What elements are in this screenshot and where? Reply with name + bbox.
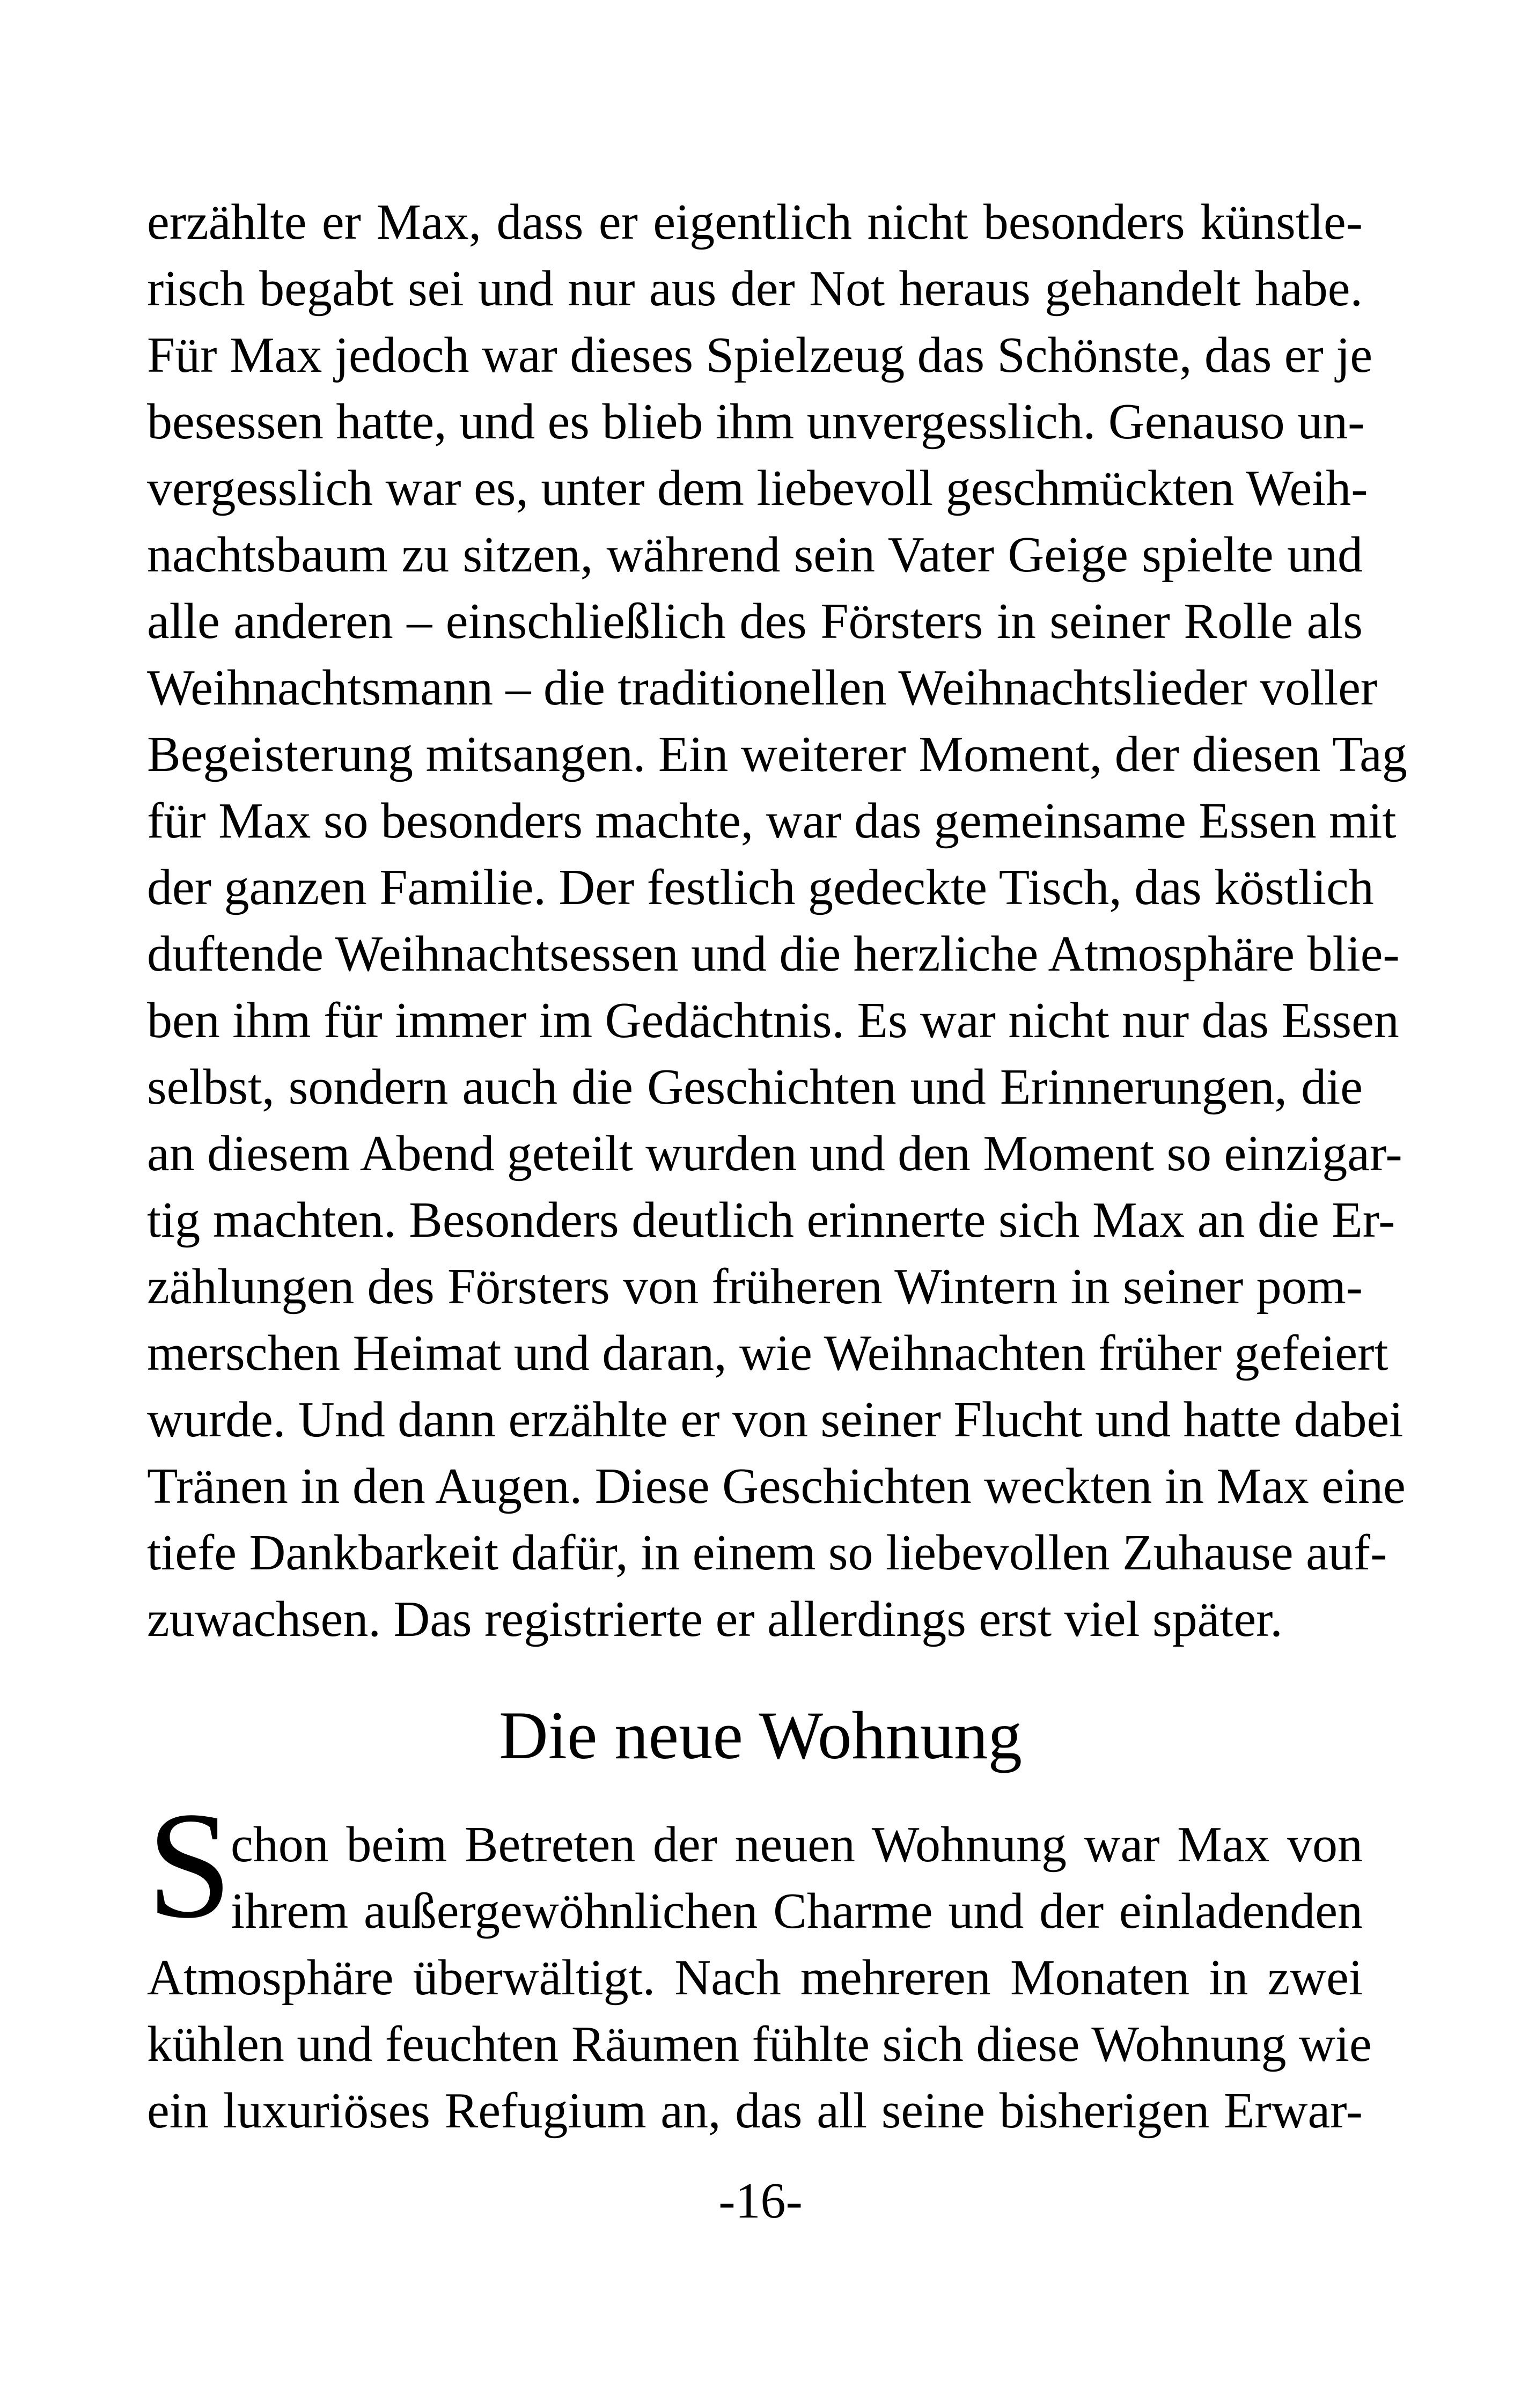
text-line: selbst, sondern auch die Geschichten und Erinnerungen, die (147, 1059, 1363, 1115)
paragraph-2 (147, 1944, 1372, 2144)
text-line: erzählte er Max, dass er eigentlich nicht besonders künstle- (147, 194, 1363, 250)
text-line: alle anderen – einschließlich des Försters in seiner Rolle als (147, 593, 1363, 649)
text-line: kühlen und feuchten Räumen fühlte sich diese Wohnung wie (147, 2016, 1372, 2072)
text-line: Atmosphäre überwältigt. Nach mehreren Monaten in zwei (147, 1950, 1363, 2006)
text-line: merschen Heimat und daran, wie Weihnachten früher gefeiert (147, 1325, 1388, 1381)
text-line: an diesem Abend geteilt wurden und den Moment so einzigar- (147, 1126, 1402, 1181)
text-line: risch begabt sei und nur aus der Not heraus gehandelt habe. (147, 261, 1363, 317)
page-number: -16- (718, 2173, 803, 2229)
paragraph-1 (147, 189, 1407, 1653)
section-heading: Die neue Wohnung (498, 1698, 1022, 1773)
text-line: zuwachsen. Das registrierte er allerdings erst viel später. (147, 1591, 1283, 1647)
text-line: Begeisterung mitsangen. Ein weiterer Moment, der diesen Tag (147, 726, 1407, 782)
text-line: Weihnachtsmann – die traditionellen Weihnachtslieder voller (147, 660, 1378, 716)
text-line: besessen hatte, und es blieb ihm unvergesslich. Genauso un- (147, 394, 1365, 450)
text-line: wurde. Und dann erzählte er von seiner Flucht und hatte dabei (147, 1392, 1404, 1448)
text-line: Tränen in den Augen. Diese Geschichten weckten in Max eine (147, 1458, 1406, 1514)
drop-cap: S (147, 1780, 232, 1950)
text-line: ihrem außergewöhnlichen Charme und der einladenden (231, 1883, 1363, 1939)
text-line: Für Max jedoch war dieses Spielzeug das Schönste, das er je (147, 327, 1373, 383)
text-line: ein luxuriöses Refugium an, das all seine bisherigen Erwar- (147, 2083, 1363, 2139)
text-line: duftende Weihnachtsessen und die herzliche Atmosphäre blie- (147, 926, 1400, 982)
text-line: der ganzen Familie. Der festlich gedeckte Tisch, das köstlich (147, 860, 1374, 915)
text-line: vergesslich war es, unter dem liebevoll geschmückten Weih- (147, 460, 1368, 516)
text-line: für Max so besonders machte, war das gemeinsame Essen mit (147, 793, 1397, 849)
text-line: tiefe Dankbarkeit dafür, in einem so liebevollen Zuhause auf- (147, 1525, 1387, 1581)
text-line: zählungen des Försters von früheren Wintern in seiner pom- (147, 1259, 1363, 1315)
text-line: ben ihm für immer im Gedächtnis. Es war nicht nur das Essen (147, 993, 1399, 1048)
text-line: chon beim Betreten der neuen Wohnung war Max von (231, 1817, 1363, 1873)
paragraph-2-indented (231, 1811, 1363, 1944)
text-line: tig machten. Besonders deutlich erinnerte sich Max an die Er- (147, 1192, 1395, 1248)
text-line: nachtsbaum zu sitzen, während sein Vater Geige spielte und (147, 527, 1363, 583)
